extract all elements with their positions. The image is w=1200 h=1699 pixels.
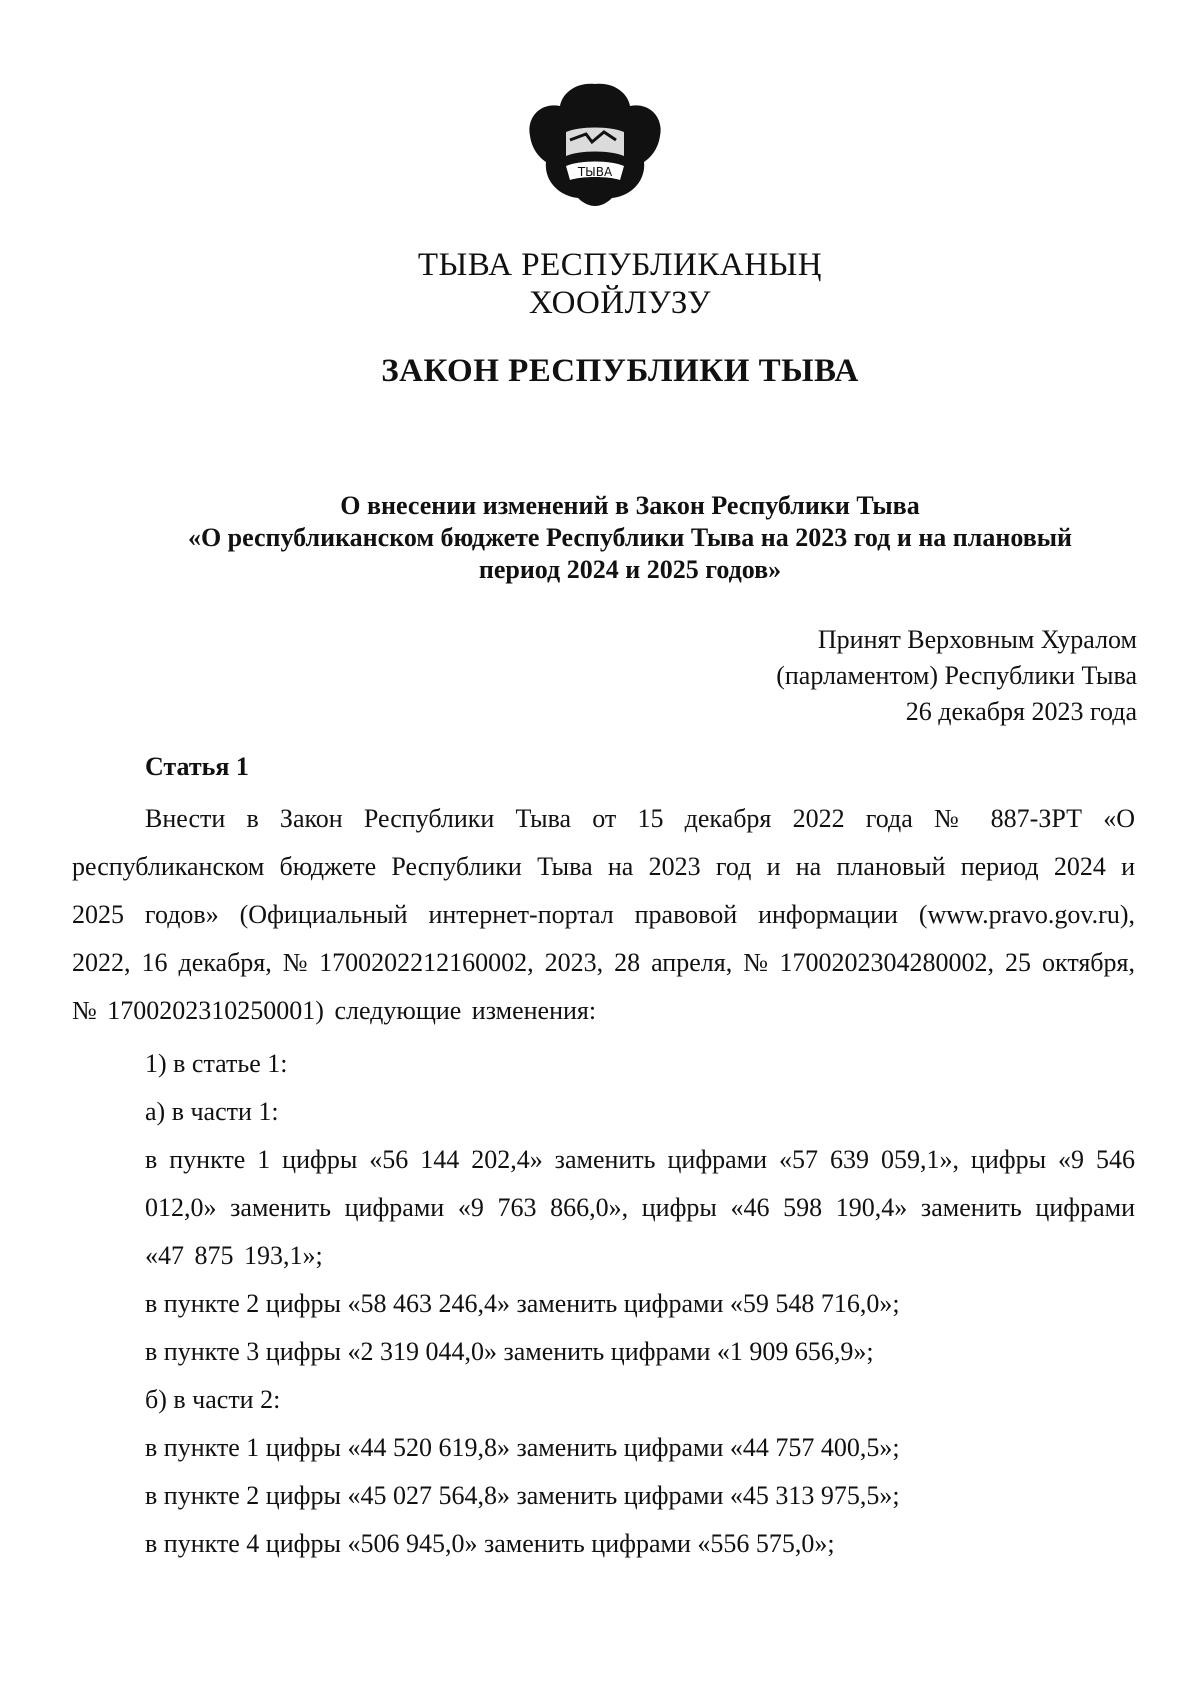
amendment-item: б) в части 2: [145,1385,281,1414]
law-title-line1: О внесении изменений в Закон Республики Тыва [340,491,920,520]
coat-of-arms-emblem [520,80,670,210]
article-heading: Статья 1 [145,752,249,781]
tuvan-heading-line2: ХООЙЛУЗУ [528,285,712,321]
emblem-ribbon-text: ТЫВА [577,165,613,179]
amendment-item: в пункте 4 цифры «506 945,0» заменить цифрами «556 575,0»; [145,1529,835,1558]
amendment-item: в пункте 1 цифры «44 520 619,8» заменить цифрами «44 757 400,5»; [145,1433,900,1462]
adoption-note [776,622,1137,730]
tuvan-heading-line1: ТЫВА РЕСПУБЛИКАНЫҢ [417,247,823,283]
amendment-item: в пункте 2 цифры «58 463 246,4» заменить цифрами «59 548 716,0»; [145,1289,900,1318]
amendment-list [145,1040,1135,1568]
amendment-item: а) в части 1: [145,1097,279,1126]
amendment-item: в пункте 3 цифры «2 319 044,0» заменить цифрами «1 909 656,9»; [145,1337,874,1366]
law-title-line3: период 2024 и 2025 годов» [478,555,782,584]
amendment-item: 1) в статье 1: [145,1049,288,1078]
tuvan-heading [0,246,1200,322]
adoption-line1: Принят Верховным Хуралом [817,625,1137,654]
russian-heading: ЗАКОН РЕСПУБЛИКИ ТЫВА [381,353,859,389]
law-title-line2: «О республиканском бюджете Республики Тыва на 2023 год и на плановый [187,523,1073,552]
law-title [140,490,1120,586]
amendment-item: в пункте 2 цифры «45 027 564,8» заменить цифрами «45 313 975,5»; [145,1481,900,1510]
article-intro-paragraph: Внести в Закон Республики Тыва от 15 декабря 2022 года № 887-ЗРТ «О республиканском бюджете Республики Тыва на 2023 год и на плановый период 2024 и 2025 годов» (Официальный интернет-портал правовой информации (www.pravo.gov.ru), 2022, 16 декабря, № 1700202212160002, 2023, 28 апреля, № 1700202304280002, 25 октября, № 1700202310250001) следующие изменения: [72,804,1135,1025]
amendment-item: в пункте 1 цифры «56 144 202,4» заменить цифрами «57 639 059,1», цифры «9 546 012,0» заменить цифрами «9 763 866,0», цифры «46 598 190,4» заменить цифрами «47 875 193,1»; [145,1145,1135,1270]
adoption-line2: (парламентом) Республики Тыва [776,661,1137,690]
adoption-date: 26 декабря 2023 года [905,697,1137,726]
